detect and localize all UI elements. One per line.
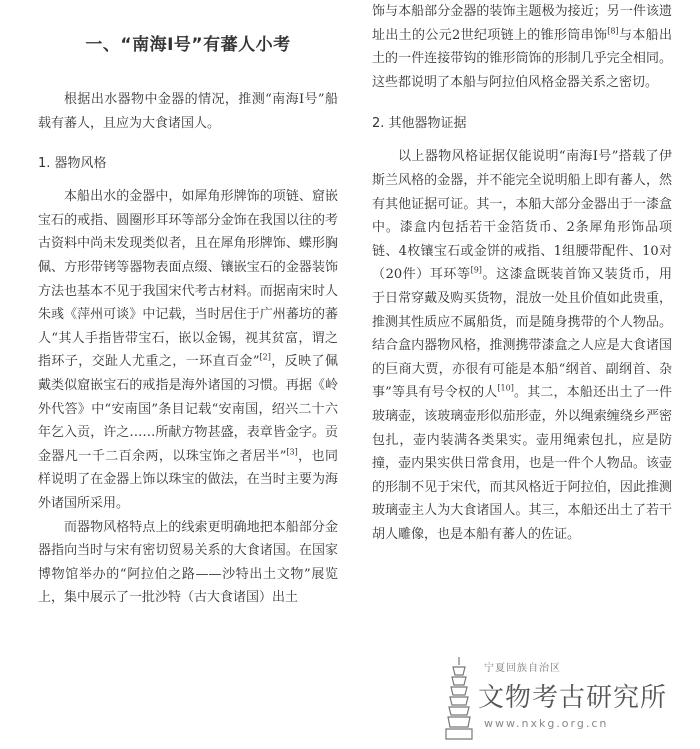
text-run: ，也同样说明了在金器上饰以珠宝的做法，在当时主要为海外诸国所采用。	[38, 448, 338, 511]
article-title: 一、“南海Ⅰ号”有蕃人小考	[85, 35, 291, 55]
institute-name: 文物考古研究所	[478, 683, 668, 713]
section-heading-1: 1. 器物风格	[38, 156, 107, 172]
text-run: 本船出水的金器中，如犀角形牌饰的项链、窟嵌宝石的戒指、圆圈形耳环等部分金饰在我国以往的考古资料中尚未发现类似者，且在犀角形牌饰、蝶形胸佩、方形带铐等器物表面点缀、镶嵌宝石的金器装饰方法也基本不见于我国宋代考古材料。而据南宋时人朱彧《萍州可谈》中记载，当时居住于广州蕃坊的蕃人“其人手指皆带宝石，嵌以金锡，视其贫富，谓之指环子，交趾人尤重之，一环直百金”	[38, 189, 338, 370]
section-heading-2: 2. 其他器物证据	[372, 116, 467, 132]
institute-url[interactable]: www.nxkg.org.cn	[484, 717, 609, 730]
reference-mark[interactable]: [3]	[286, 447, 298, 457]
text-run: 。这漆盒既装首饰又装货币，用于日常穿戴及购买货物，混放一处且价值如此贵重，推测其性质应不属船货，而是随身携带的个人物品。结合盒内器物风格，推测携带漆盒之人应是大食诸国的巨商大贾，亦很有可能是本船“纲首、副纲首、杂事”等具有号令权的人	[372, 267, 672, 401]
left-column	[38, 0, 338, 610]
reference-mark[interactable]: [10]	[497, 383, 514, 393]
paragraph-artifact-style	[38, 185, 338, 515]
paragraph-arab-style: 而器物风格特点上的线索更明确地把本船部分金器指向当时与宋有密切贸易关系的大食诸国。在国家博物馆举办的“阿拉伯之路——沙特出土文物”展览上，集中展示了一批沙特（古大食诸国）出土	[38, 519, 338, 606]
intro-paragraph: 根据出水器物中金器的情况，推测“南海Ⅰ号”船载有蕃人，且应为大食诸国人。	[38, 92, 338, 131]
reference-mark[interactable]: [9]	[470, 266, 482, 276]
paragraph-continued	[372, 0, 672, 94]
reference-mark[interactable]: [8]	[607, 26, 619, 36]
institute-region: 宁夏回族自治区	[484, 663, 561, 674]
reference-mark[interactable]: [2]	[259, 353, 271, 363]
pagoda-icon	[444, 655, 474, 741]
text-run: 与本船出土的一件连接带钩的锥形筒饰的形制几乎完全相同。这些都说明了本船与阿拉伯风格金器关系之密切。	[372, 27, 672, 90]
text-run: 饰与本船部分金器的装饰主题极为接近；另一件该遗址出土的公元2世纪项链上的锥形筒串饰	[372, 4, 672, 43]
text-run: ，反映了佩戴类似窟嵌宝石的戒指是海外诸国的习惯。再据《岭外代答》中“安南国”条目记载“安南国，绍兴二十六年乞入贡，许之……所献方物甚盛，表章皆金字。贡金器凡一千二百余两，以珠宝饰之者居半”	[38, 354, 338, 464]
text-run: 以上器物风格证据仅能说明“南海Ⅰ号”搭载了伊斯兰风格的金器，并不能完全说明船上即有蕃人，然有其他证据可证。其一，本船大部分金器出于一漆盒中。漆盒内包括若干金箔货币、2条犀角形饰品项链、4枚镶宝石或金饼的戒指、1组腰带配件、10对（20件）耳环等	[372, 149, 672, 283]
right-column	[372, 0, 672, 546]
paragraph-other-evidence	[372, 145, 672, 546]
text-run: 。其二，本船还出土了一件玻璃壶，该玻璃壶形似茄形壶，外以绳索缠绕乡严密包扎，壶内装满各类果实。壶用绳索包扎，应是防撞，壶内果实供日常食用，也是一件个人物品。该壶的形制不见于宋代，而其风格近于阿拉伯，因此推测玻璃壶主人为大食诸国人。其三，本船还出土了若干胡人雕像，也是本船有蕃人的佐证。	[372, 385, 672, 542]
institute-logo	[444, 655, 684, 743]
